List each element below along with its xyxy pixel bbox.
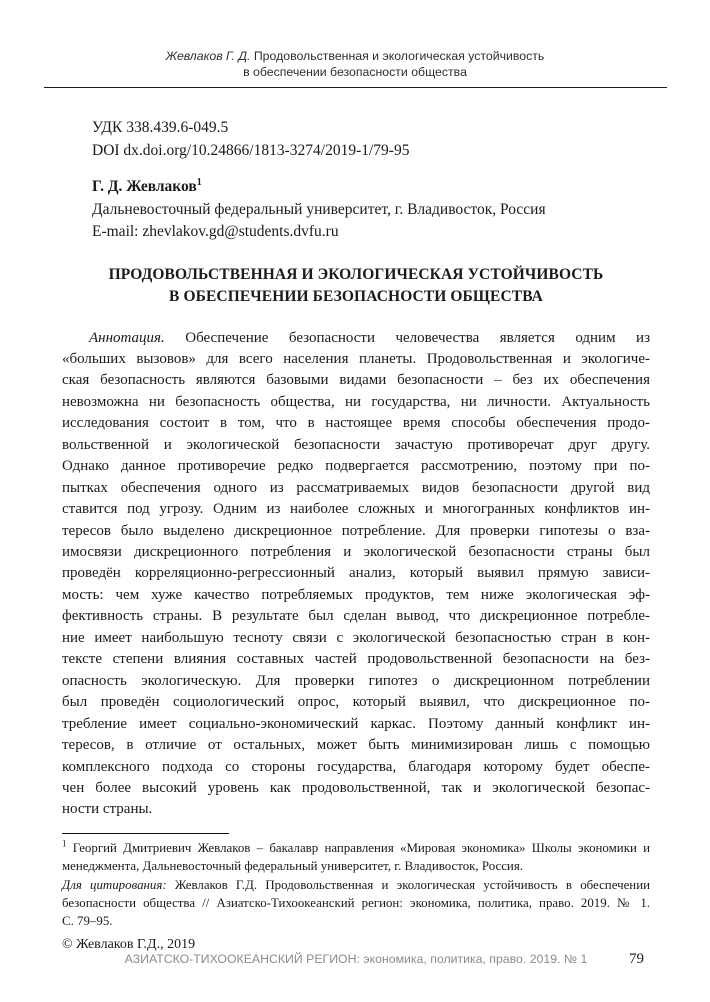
abstract-line: ности страны. bbox=[62, 801, 153, 818]
author-name: Г. Д. Жевлаков bbox=[92, 178, 197, 195]
abstract-first-line-text: Обеспечение безопасности человечества является одним из bbox=[164, 329, 650, 346]
abstract bbox=[62, 328, 650, 821]
footnote-bio-line1 bbox=[62, 839, 650, 857]
citation-label: Для цитирования: bbox=[62, 877, 167, 892]
article-content bbox=[62, 117, 650, 953]
abstract-body bbox=[62, 349, 650, 821]
abstract-line: имосвязи дискреционного потребления и экологической безопасности страны был bbox=[62, 544, 650, 561]
running-head-line2: в обеспечении безопасности общества bbox=[243, 65, 467, 79]
doi-line: DOI dx.doi.org/10.24866/1813-3274/2019-1/79-95 bbox=[92, 141, 410, 159]
abstract-line: вольственной и экологической безопасности зачастую противоречат друг другу. bbox=[62, 436, 650, 453]
header-rule bbox=[44, 87, 667, 88]
abstract-line: исследования состоит в том, что в настоящее время способы обеспечения продо- bbox=[62, 415, 650, 432]
author-email: E-mail: zhevlakov.gd@students.dvfu.ru bbox=[92, 223, 339, 240]
author-footnote-marker: 1 bbox=[196, 176, 202, 188]
abstract-line: требление имеет социально-экономический каркас. Поэтому данный конфликт ин- bbox=[62, 715, 650, 732]
footnote-citation-line1 bbox=[62, 876, 650, 894]
article-title-line1: ПРОДОВОЛЬСТВЕННАЯ И ЭКОЛОГИЧЕСКАЯ УСТОЙЧИВОСТЬ bbox=[108, 265, 604, 283]
footnote-citation-line3: С. 79–95. bbox=[62, 914, 113, 929]
abstract-line: невозможна ни безопасность общества, ни государства, ни личности. Актуальность bbox=[62, 393, 650, 410]
footnote-marker: 1 bbox=[62, 838, 67, 849]
abstract-line: фективность страны. В результате был сделан вывод, что дискреционное потребле- bbox=[62, 608, 650, 625]
abstract-label: Аннотация. bbox=[89, 329, 165, 346]
abstract-line: проведён корреляционно-регрессионный анализ, который выявил прямую зависи- bbox=[62, 565, 650, 582]
abstract-line: «больших вызовов» для всего населения планеты. Продовольственная и экологиче- bbox=[62, 350, 650, 367]
copyright-notice: © Жевлаков Г.Д., 2019 bbox=[62, 937, 196, 953]
page-footer bbox=[62, 952, 650, 966]
footnote-bio-text: Георгий Дмитриевич Жевлаков – бакалавр направления «Мировая экономика» Школы экономики и bbox=[66, 840, 650, 855]
running-head bbox=[0, 0, 710, 80]
author-block bbox=[92, 176, 650, 244]
author-affiliation: Дальневосточный федеральный университет, г. Владивосток, Россия bbox=[92, 200, 546, 218]
udk-line: УДК 338.439.6-049.5 bbox=[92, 119, 229, 136]
author-name-line bbox=[92, 176, 650, 199]
abstract-first-line bbox=[62, 328, 650, 349]
article-meta bbox=[92, 117, 650, 162]
journal-name: АЗИАТСКО-ТИХООКЕАНСКИЙ РЕГИОН: экономика, политика, право. 2019. № 1 bbox=[124, 952, 588, 966]
abstract-line: тересов было выделено дискреционное потребление. Для проверки гипотезы о вза- bbox=[62, 522, 650, 539]
abstract-line: Однако данное противоречие редко подвергается рассмотрению, поэтому при по- bbox=[62, 458, 650, 475]
footnote-separator bbox=[62, 833, 229, 834]
running-head-line1 bbox=[0, 48, 710, 64]
footnote-block bbox=[62, 839, 650, 930]
running-head-title: Продовольственная и экологическая устойчивость bbox=[250, 49, 545, 63]
citation-text: Жевлаков Г.Д. Продовольственная и экологическая устойчивость в обеспечении bbox=[166, 877, 650, 892]
abstract-line: ская безопасность являются базовыми видами безопасности – без их обеспечения bbox=[62, 372, 650, 389]
abstract-line: тересов, в отличие от остальных, может быть минимизирован лишь с помощью bbox=[62, 737, 650, 754]
article-title bbox=[62, 264, 650, 309]
abstract-line: мость: чем хуже качество потребляемых продуктов, тем ниже экологическая эф- bbox=[62, 586, 650, 603]
abstract-line: был проведён социологический опрос, который выявил, что дискреционное по- bbox=[62, 694, 650, 711]
page-number: 79 bbox=[629, 951, 644, 967]
running-head-author: Жевлаков Г. Д. bbox=[165, 49, 251, 63]
article-title-line2: В ОБЕСПЕЧЕНИИ БЕЗОПАСНОСТИ ОБЩЕСТВА bbox=[169, 288, 543, 305]
footnote-citation-line2: безопасности общества // Азиатско-Тихоокеанский регион: экономика, политика, право. 2019. № 1. bbox=[62, 895, 650, 910]
abstract-line: пытках обеспечения одного из рассматриваемых видов безопасности другой вид bbox=[62, 479, 650, 496]
abstract-line: опасность экологическую. Для проверки гипотез о дискреционном потреблении bbox=[62, 672, 650, 689]
abstract-line: тексте степени влияния составных частей продовольственной безопасности на без- bbox=[62, 651, 650, 668]
abstract-line: чен более высокий уровень как продовольственной, так и экологической безопас- bbox=[62, 780, 650, 797]
abstract-line: ние имеет наибольшую тесноту связи с экологической безопасностью стран в кон- bbox=[62, 629, 650, 646]
abstract-line: ставится под угрозу. Одним из наиболее сложных и многогранных конфликтов ин- bbox=[62, 501, 650, 518]
footnote-bio-line2: менеджмента, Дальневосточный федеральный университет, г. Владивосток, Россия. bbox=[62, 859, 523, 874]
abstract-line: комплексного подхода со стороны государства, благодаря которому будет обеспе- bbox=[62, 758, 650, 775]
